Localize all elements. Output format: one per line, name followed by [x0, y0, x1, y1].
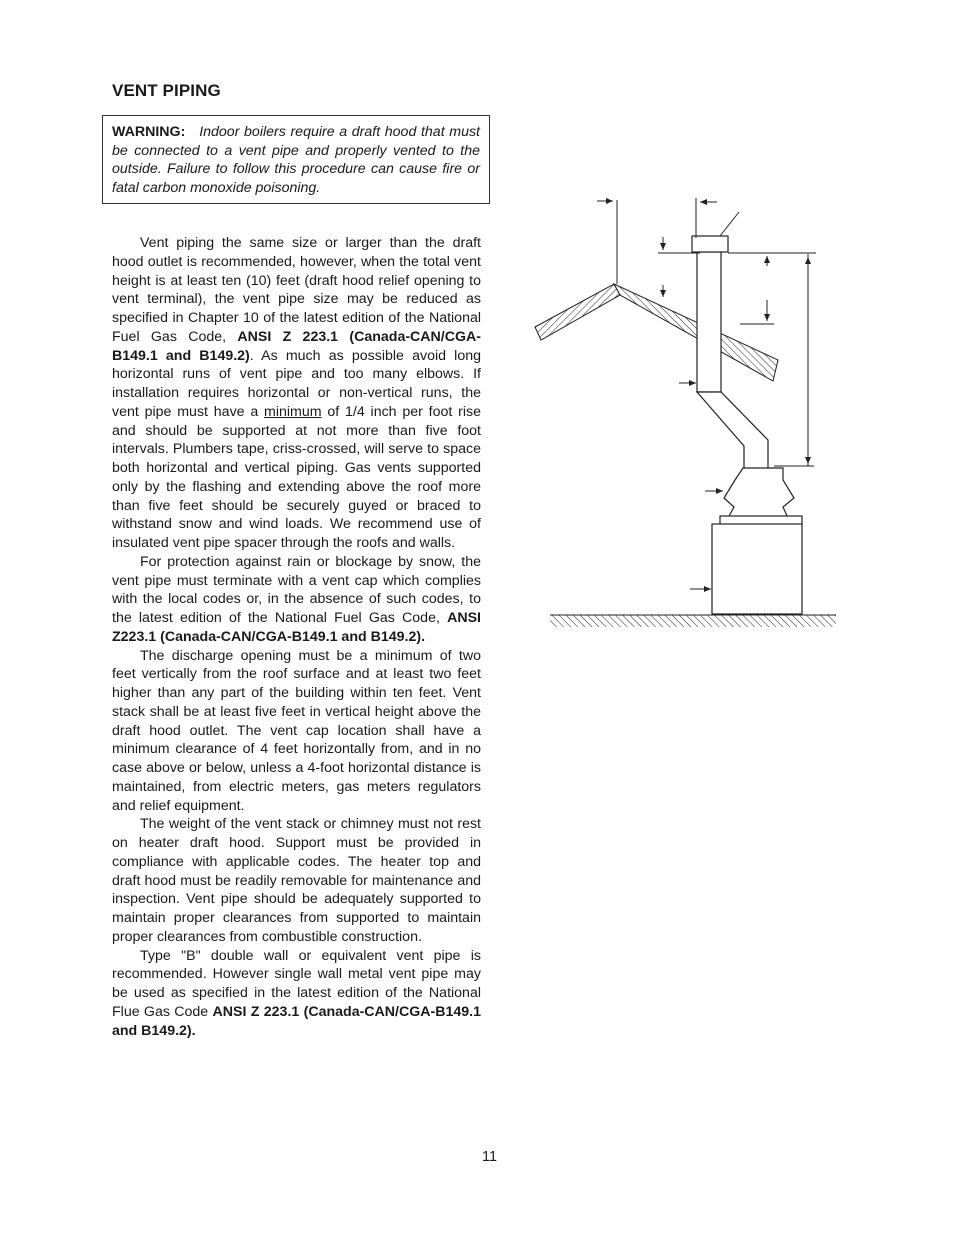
paragraph: Vent piping the same size or larger than the draft hood outlet is recommended, however, when the total vent height is at least ten (10) feet (draft hood relief opening to vent terminal), the vent pipe size may be reduced as specified in Chapter 10 of the latest edition of the National Fuel Gas Code, ANSI Z 223.1 (Canada-CAN/CGA-B149.1 and B149.2). As much as possible avoid long horizontal runs of vent pipe and too many elbows. If installation requires horizontal or non-vertical runs, the vent pipe must have a minimum of 1/4 inch per foot rise and should be supported at not more than five foot intervals. Plumbers tape, criss-crossed, will serve to space both horizontal and vertical piping. Gas vents supported only by the flashing and extending above the roof more than five feet should be securely guyed or braced to withstand snow and wind loads. We recommend use of insulated vent pipe spacer through the roofs and walls.	[112, 235, 482, 551]
section-heading: VENT PIPING	[112, 81, 221, 100]
paragraph: For protection against rain or blockage by snow, the vent pipe must terminate with a vent cap which complies with the local codes or, in the absence of such codes, to the latest edition of the National Fuel Gas Code, ANSI Z223.1 (Canada-CAN/CGA-B149.1 and B149.2).	[112, 553, 481, 645]
warning-box	[102, 115, 490, 204]
roof-drawing	[535, 284, 778, 381]
paragraph: The discharge opening must be a minimum of two feet vertically from the roof surface and at least two feet higher than any part of the building within ten feet. Vent stack shall be at least five feet in vertical height above the draft hood outlet. The vent cap location shall have a minimum clearance of 4 feet horizontally from, and in no case above or below, unless a 4-foot horizontal distance is maintained, from electric meters, gas meters regulators and relief equipment.	[112, 647, 481, 814]
body-text	[112, 234, 481, 1040]
paragraph: Type "B" double wall or equivalent vent pipe is recommended. However single wall metal vent pipe may be used as specified in the latest edition of the National Flue Gas Code ANSI Z 223.1 (Canada-CAN/CGA-B149.1 and B149.2).	[112, 947, 481, 1039]
ground-line	[550, 615, 836, 627]
vent-diagram	[530, 190, 850, 640]
paragraph: The weight of the vent stack or chimney must not rest on heater draft hood. Support must be provided in compliance with applicable codes. The heater top and draft hood must be readily removable for maintenance and inspection. Vent pipe should be adequately supported to maintain proper clearances from supported to maintain proper clearances from combustible construction.	[112, 816, 481, 945]
warning-label: WARNING:	[112, 124, 186, 140]
page-number: 11	[482, 1149, 498, 1165]
warning-text: Indoor boilers require a draft hood that must be connected to a vent pipe and properly vented to the outside. Failure to follow this procedure can cause fire or fatal carbon monoxide poisoning.	[112, 124, 481, 196]
boiler-drawing	[712, 468, 802, 614]
